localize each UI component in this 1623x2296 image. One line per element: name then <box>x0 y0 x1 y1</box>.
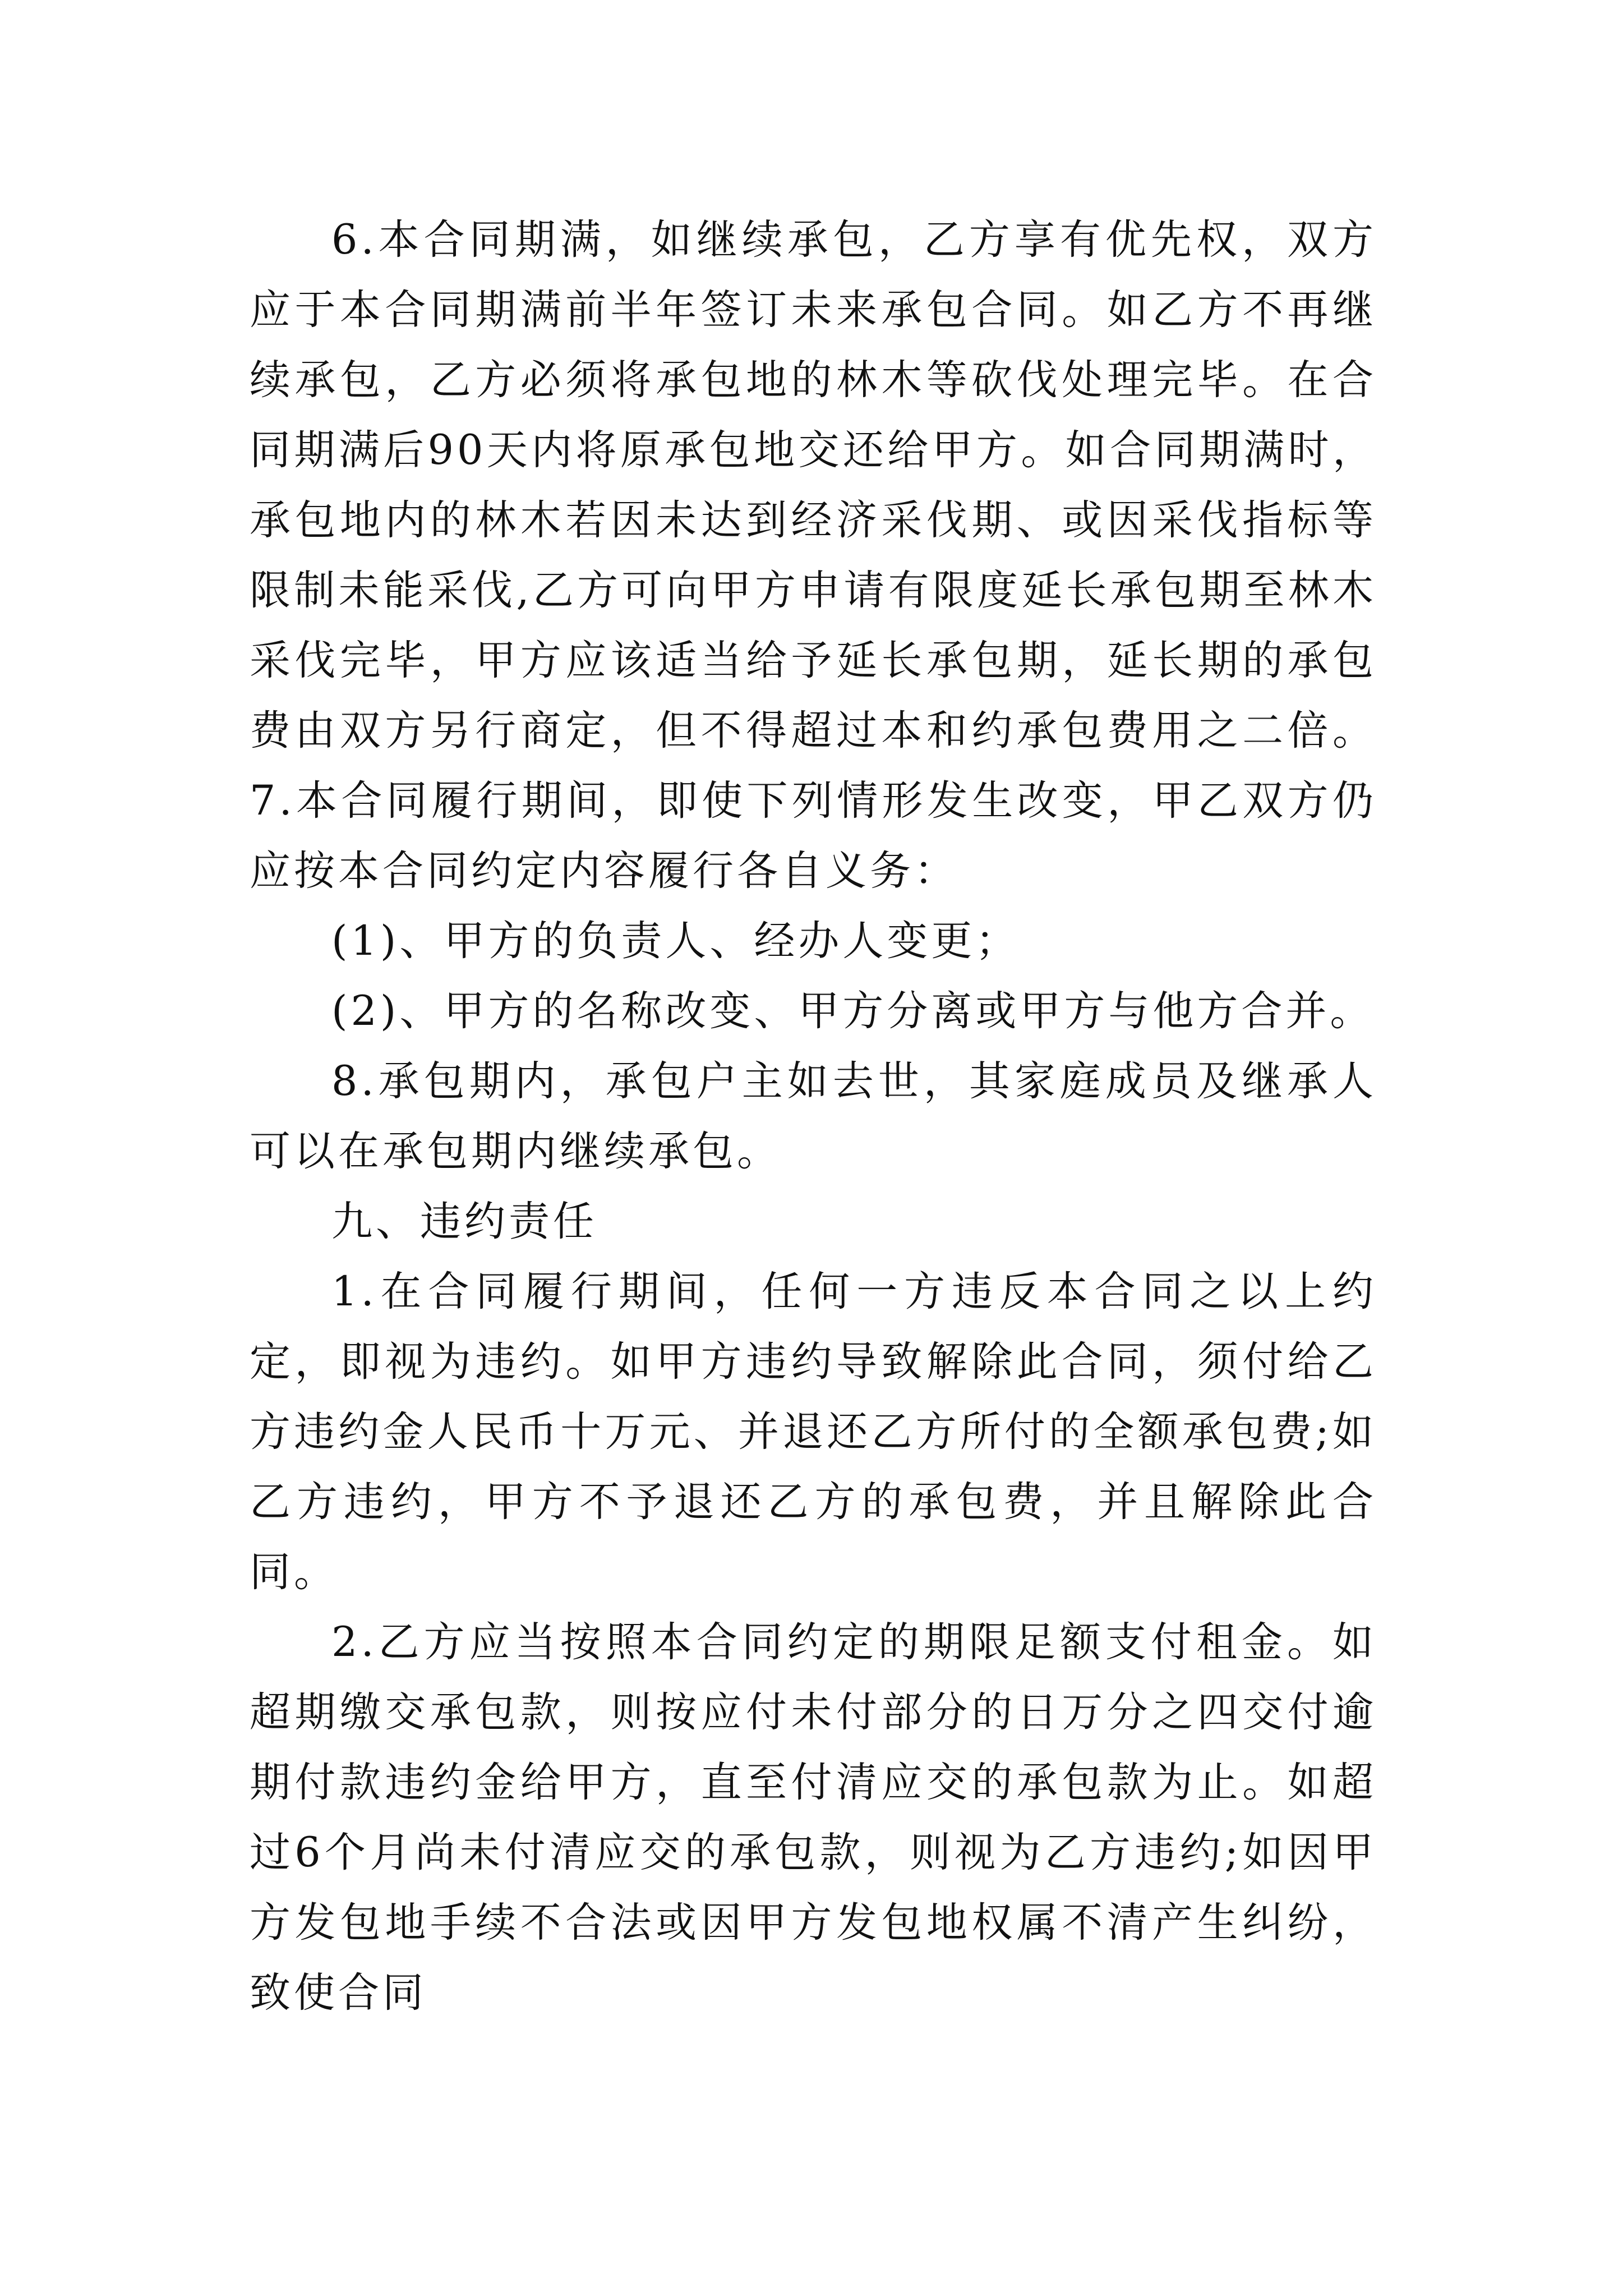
paragraph-item-2-name-change: (2)、甲方的名称改变、甲方分离或甲方与他方合并。 <box>331 987 1375 1035</box>
paragraph-renewal-terms: 6.本合同期满，如继续承包，乙方享有优先权，双方应于本合同期满前半年签订未来承包合同。如乙方不再继续承包，乙方必须将承包地的林木等砍伐处理完毕。在合同期满后90天内将原承包地交还给甲方。如合同期满时，承包地内的林木若因未达到经济采伐期、或因采伐指标等限制未能采伐,乙方可向甲方申请有限度延长承包期至林木采伐完毕，甲方应该适当给予延长承包期，延长期的承包费由双方另行商定，但不得超过本和约承包费用之二倍。 7.本合同履行期间，即使下列情形发生改变，甲乙双方仍应按本合同约定内容履行各自义务： <box>250 216 1377 895</box>
paragraph-item-1-change-of-person: (1)、甲方的负责人、经办人变更； <box>331 917 1020 965</box>
paragraph-clause-8-succession: 8.承包期内，承包户主如去世，其家庭成员及继承人可以在承包期内继续承包。 <box>250 1057 1377 1175</box>
section-heading-liability: 九、违约责任 <box>331 1198 597 1245</box>
paragraph-liability-clause-2: 2.乙方应当按照本合同约定的期限足额支付租金。如超期缴交承包款，则按应付未付部分的日万分之四交付逾期付款违约金给甲方，直至付清应交的承包款为止。如超过6个月尚未付清应交的承包款，则视为乙方违约;如因甲方发包地手续不合法或因甲方发包地权属不清产生纠纷，致使合同 <box>250 1618 1377 2017</box>
document-body <box>250 205 1377 2028</box>
paragraph-liability-clause-1: 1.在合同履行期间，任何一方违反本合同之以上约定，即视为违约。如甲方违约导致解除此合同，须付给乙方违约金人民币十万元、并退还乙方所付的全额承包费;如乙方违约，甲方不予退还乙方的承包费，并且解除此合同。 <box>250 1268 1377 1596</box>
